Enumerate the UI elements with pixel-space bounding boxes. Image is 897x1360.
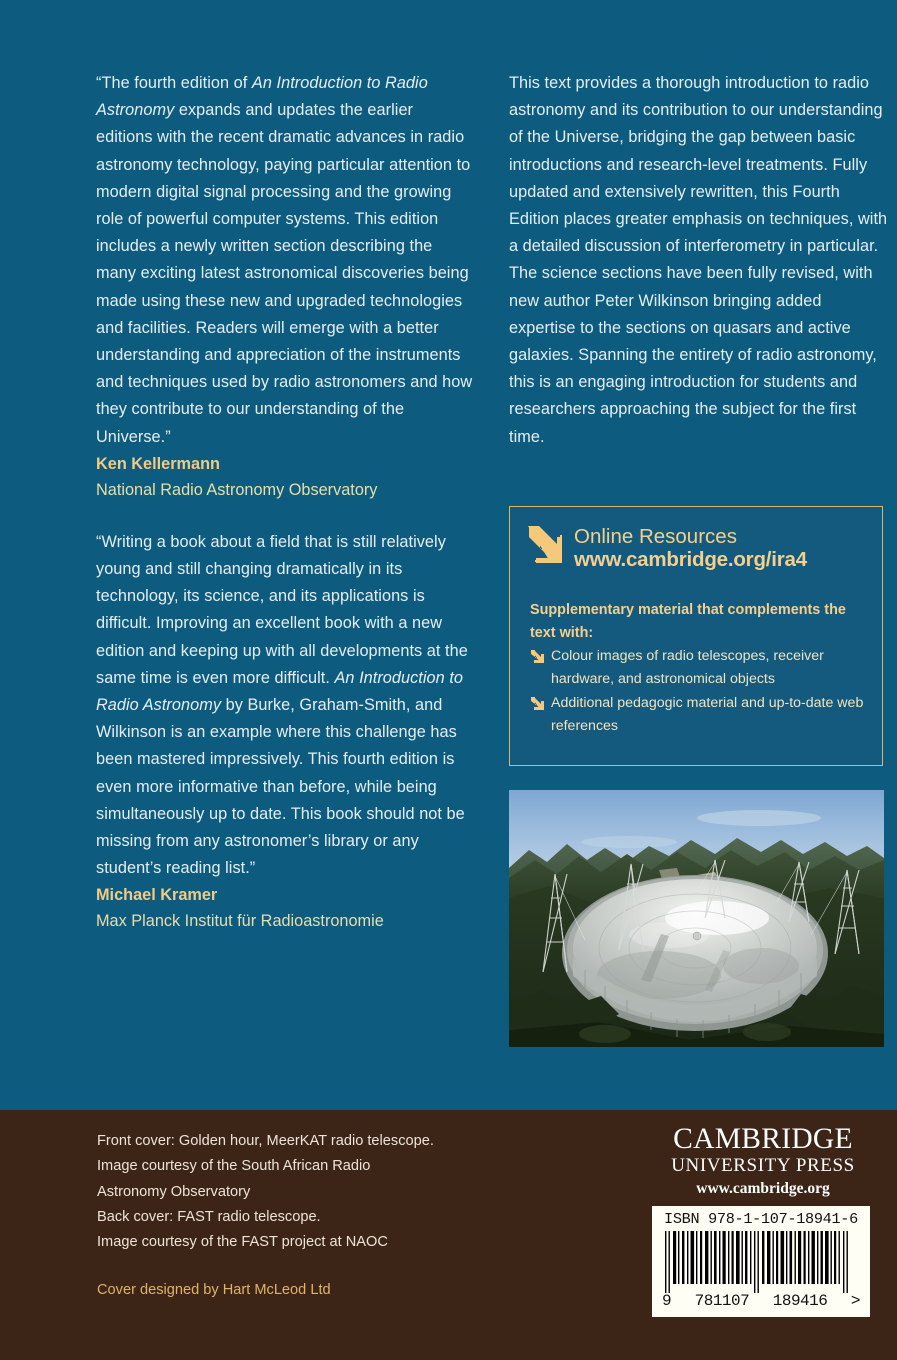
review-quote-2-title-italic: An Introduction to Radio Astronomy [96,668,464,715]
online-resources-header-text [574,524,807,572]
credit-line: Front cover: Golden hour, MeerKAT radio telescope. [97,1133,434,1149]
review-quote-1-title-italic: An Introduction to Radio Astronomy [96,74,428,120]
publisher-logo [648,1124,878,1200]
list-item [530,692,872,737]
online-resources-box [509,506,883,766]
barcode-digit-row [660,1292,862,1310]
barcode-digit-group: 189416 [772,1292,828,1310]
arrow-down-right-bullet-icon [530,696,546,712]
credit-line: Back cover: FAST radio telescope. [97,1208,321,1225]
barcode-digit-group: 9 [662,1292,672,1310]
reviews-column [96,70,474,934]
online-resources-header [526,524,807,572]
review-quote-1-part-a: “The fourth edition of [96,74,252,92]
online-resources-title: Online Resources [574,525,737,548]
list-item [530,645,872,690]
isbn-label: ISBN 978-1-107-18941-6 [664,1210,858,1228]
review-quote-2-part-a: “Writing a book about a field that is still relatively young and still changing dramatically in its technology, its science, and its applications is difficult. Improving an excellent book with a new edition and keeping up with all developments at the same time is even more difficult. [96,532,468,687]
list-item-label: Colour images of radio telescopes, receiver hardware, and astronomical objects [551,648,824,687]
online-resources-url[interactable]: www.cambridge.org/ira4 [574,548,807,571]
online-resources-list [530,645,872,739]
arrow-down-right-bullet-icon [530,649,546,665]
review-quote-1-part-b: expands and updates the earlier editions with the recent dramatic advances in radio astronomy technology, paying particular attention to modern digital signal processing and the growing role of powerful computer systems. This edition includes a newly written section describing the many exciting latest astronomical discoveries being made using these new and upgraded technologies and facilities. Readers will emerge with a better understanding and appreciation of the instruments and techniques used by radio astronomers and how they contribute to our understanding of the Universe.” [96,101,473,446]
fast-telescope-photo [509,790,884,1047]
book-blurb: This text provides a thorough introduction to radio astronomy and its contribution to our understanding of the Universe, bridging the gap between basic introductions and research-level treatments. Fully updated and extensively rewritten, this Fourth Edition places greater emphasis on techniques, with a detailed discussion of interferometry in particular. The science sections have been fully revised, with new author Peter Wilkinson bringing added expertise to the sections on quasars and active galaxies. Spanning the entirety of radio astronomy, this is an engaging introduction for students and researchers approaching the subject for the first time. [509,74,888,446]
review-1-affiliation: National Radio Astronomy Observatory [96,480,378,499]
publisher-name: CAMBRIDGE [673,1123,853,1155]
barcode-bars [663,1231,859,1293]
cover-credits [97,1129,497,1255]
cover-designer-credit: Cover designed by Hart McLeod Ltd [97,1282,331,1298]
credit-line: Astronomy Observatory [97,1183,251,1200]
isbn-barcode [652,1206,870,1317]
list-item-label: Additional pedagogic material and up-to-date web references [551,695,864,734]
review-1-author: Ken Kellermann [96,454,220,473]
quote-spacer [96,503,474,529]
credit-line: Image courtesy of the FAST project at NAOC [97,1234,388,1251]
credit-line: Image courtesy of the South African Radio [97,1158,371,1175]
blurb-column [509,70,889,451]
barcode-digit-group: 781107 [694,1292,750,1310]
publisher-website[interactable]: www.cambridge.org [696,1180,830,1197]
review-2-affiliation: Max Planck Institut für Radioastronomie [96,912,384,931]
publisher-subtitle: UNIVERSITY PRESS [671,1155,855,1176]
arrow-down-right-icon [526,524,564,566]
review-quote-2 [96,529,474,883]
barcode-digit-group: > [850,1292,860,1310]
online-resources-subtitle: Supplementary material that complements the text with: [530,602,846,641]
review-quote-2-part-b: by Burke, Graham-Smith, and Wilkinson is an example where this challenge has been mastered impressively. This fourth edition is even more informative than before, while being simultaneously up to date. This book should not be missing from any astronomer’s library or any student’s reading list.” [96,696,465,878]
review-2-author: Michael Kramer [96,886,218,905]
review-quote-1 [96,70,474,451]
